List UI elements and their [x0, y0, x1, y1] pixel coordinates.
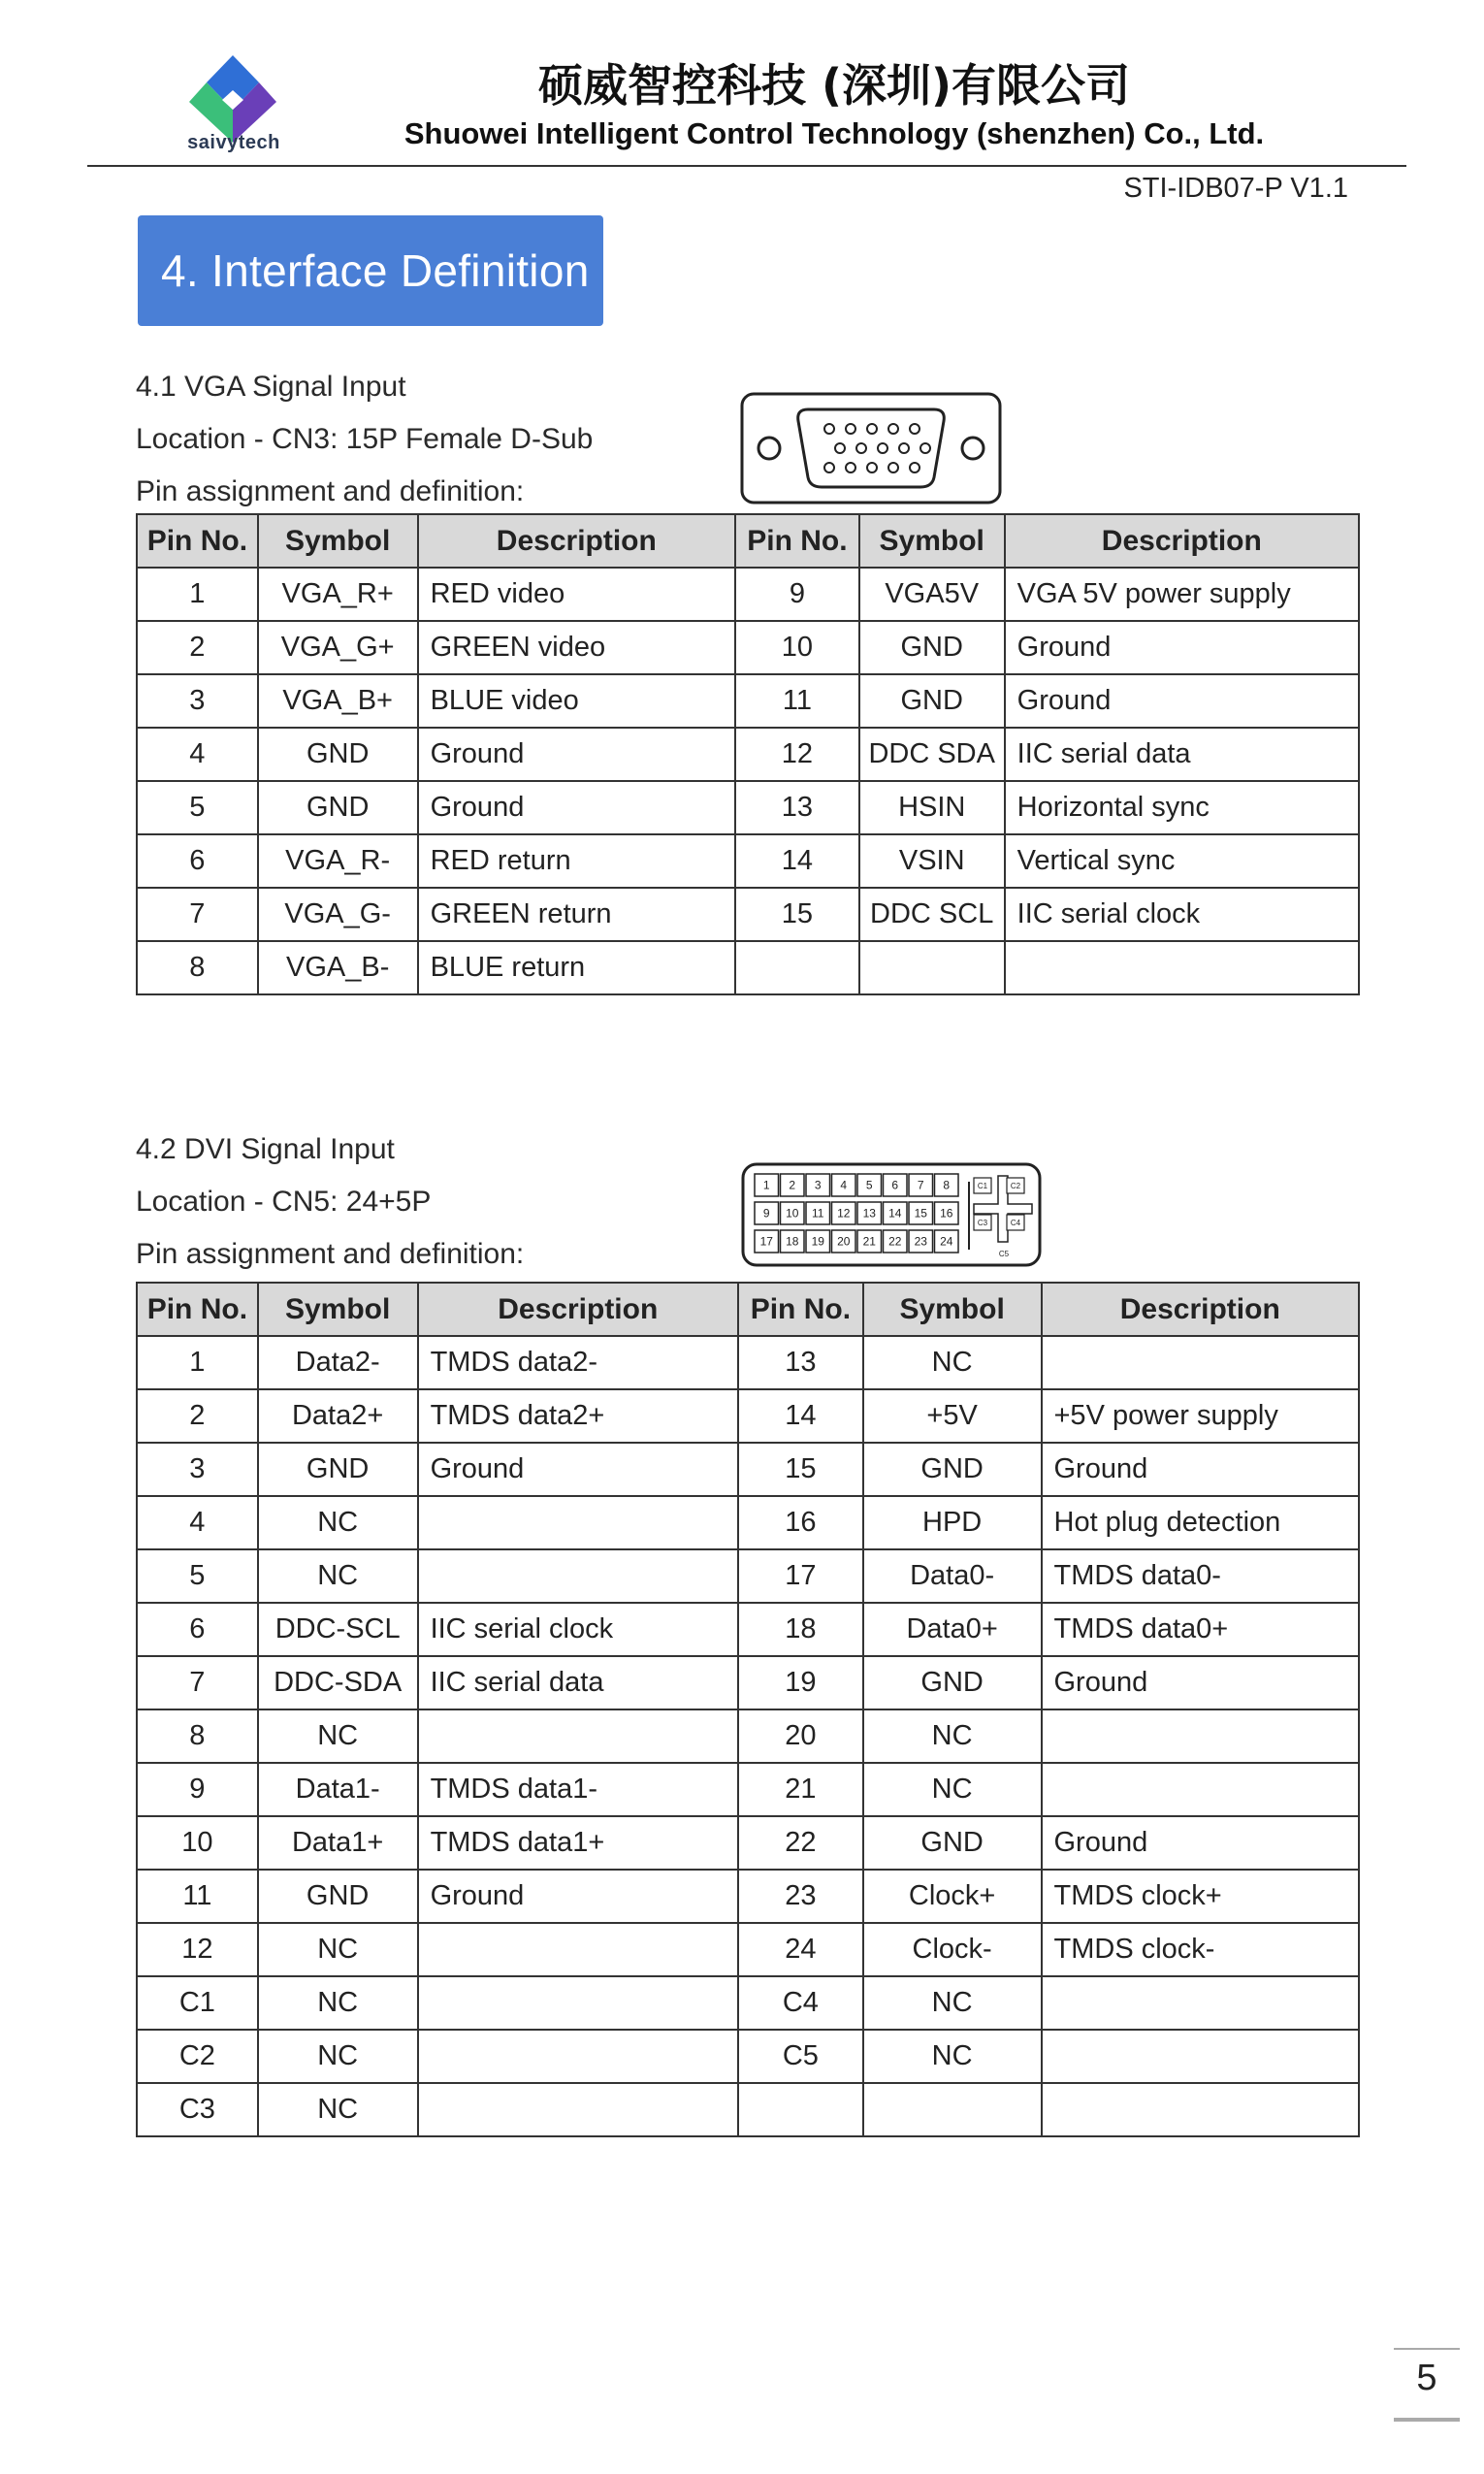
column-header: Symbol	[863, 1283, 1042, 1336]
company-name-english: Shuowei Intelligent Control Technology (shenzhen) Co., Ltd.	[403, 116, 1265, 150]
pin-number-cell: 6	[137, 1603, 258, 1656]
dvi-connector-c-pin	[974, 1215, 991, 1230]
vga-pin-table	[136, 513, 1360, 995]
dvi-connector-pin	[884, 1230, 908, 1253]
symbol-cell: NC	[258, 1976, 418, 2030]
column-header: Description	[418, 1283, 738, 1336]
pin-number-cell: 2	[137, 1389, 258, 1443]
description-cell: GREEN return	[418, 888, 735, 941]
svg-text:20: 20	[837, 1234, 851, 1249]
document-code: STI-IDB07-P V1.1	[1123, 173, 1348, 204]
column-header: Pin No.	[137, 1283, 258, 1336]
dvi-connector-pin	[806, 1230, 830, 1253]
symbol-cell: GND	[859, 674, 1005, 728]
pin-number-cell: C4	[738, 1976, 863, 2030]
svg-text:C1: C1	[977, 1182, 988, 1190]
table-row	[137, 2030, 1359, 2083]
dvi-connector-pin	[884, 1202, 908, 1224]
description-cell: Ground	[1042, 1816, 1360, 1870]
table-row	[137, 1656, 1359, 1709]
description-cell	[1042, 1709, 1360, 1763]
pin-number-cell: 9	[735, 568, 859, 621]
table-row	[137, 941, 1359, 994]
symbol-cell: Data1+	[258, 1816, 418, 1870]
symbol-cell: NC	[258, 2030, 418, 2083]
table-row	[137, 888, 1359, 941]
svg-text:16: 16	[940, 1206, 953, 1221]
pin-number-cell: C5	[738, 2030, 863, 2083]
dvi-connector-pin	[832, 1202, 856, 1224]
table-row	[137, 1976, 1359, 2030]
pin-number-cell: 3	[137, 674, 258, 728]
symbol-cell: Data0-	[863, 1549, 1042, 1603]
description-cell	[1042, 1336, 1360, 1389]
pin-number-cell: 15	[735, 888, 859, 941]
description-cell: Ground	[418, 1870, 738, 1923]
description-cell: Ground	[1005, 674, 1359, 728]
symbol-cell: Clock-	[863, 1923, 1042, 1976]
dvi-connector-pin	[857, 1202, 882, 1224]
description-cell: TMDS clock-	[1042, 1923, 1360, 1976]
dvi-connector-pin	[909, 1202, 933, 1224]
page-number-rule-bottom	[1394, 2418, 1460, 2422]
table-row	[137, 1336, 1359, 1389]
dvi-pin-table	[136, 1282, 1360, 2137]
pin-number-cell	[735, 941, 859, 994]
description-cell	[418, 1549, 738, 1603]
svg-text:21: 21	[862, 1234, 876, 1249]
dvi-connector-pin	[781, 1202, 805, 1224]
pin-number-cell: 6	[137, 834, 258, 888]
description-cell	[418, 2083, 738, 2136]
svg-text:12: 12	[837, 1206, 851, 1221]
symbol-cell: GND	[859, 621, 1005, 674]
symbol-cell: VGA_B-	[258, 941, 418, 994]
symbol-cell: HPD	[863, 1496, 1042, 1549]
column-header: Description	[1042, 1283, 1360, 1336]
svg-text:C2: C2	[1010, 1182, 1021, 1190]
pin-number-cell: 15	[738, 1443, 863, 1496]
pin-number-cell: 10	[735, 621, 859, 674]
symbol-cell: GND	[258, 1443, 418, 1496]
symbol-cell: GND	[863, 1656, 1042, 1709]
description-cell: Horizontal sync	[1005, 781, 1359, 834]
pin-number-cell: 12	[137, 1923, 258, 1976]
description-cell: VGA 5V power supply	[1005, 568, 1359, 621]
svg-text:2: 2	[789, 1178, 796, 1192]
svg-text:17: 17	[759, 1234, 773, 1249]
vga-connector-diagram	[740, 392, 1002, 505]
dvi-connector-pin	[909, 1174, 933, 1196]
svg-text:11: 11	[812, 1206, 824, 1221]
symbol-cell: NC	[863, 1336, 1042, 1389]
symbol-cell: DDC SDA	[859, 728, 1005, 781]
svg-text:9: 9	[762, 1206, 770, 1221]
symbol-cell: Data2+	[258, 1389, 418, 1443]
description-cell: TMDS data2+	[418, 1389, 738, 1443]
description-cell	[1005, 941, 1359, 994]
pin-number-cell: 14	[738, 1389, 863, 1443]
svg-text:10: 10	[786, 1206, 799, 1221]
symbol-cell: VGA_G-	[258, 888, 418, 941]
svg-text:7: 7	[917, 1178, 924, 1192]
symbol-cell: GND	[863, 1816, 1042, 1870]
svg-text:4: 4	[840, 1178, 848, 1192]
dvi-connector-c-pin	[974, 1178, 991, 1193]
description-cell: Ground	[1005, 621, 1359, 674]
dvi-connector-pin	[857, 1230, 882, 1253]
table-row	[137, 1870, 1359, 1923]
table-row	[137, 674, 1359, 728]
description-cell: RED video	[418, 568, 735, 621]
dvi-connector-pin	[935, 1230, 959, 1253]
description-cell: IIC serial data	[418, 1656, 738, 1709]
svg-text:15: 15	[914, 1206, 927, 1221]
description-cell: Hot plug detection	[1042, 1496, 1360, 1549]
description-cell: Ground	[418, 728, 735, 781]
svg-text:24: 24	[940, 1234, 953, 1249]
dvi-pin-note: Pin assignment and definition:	[136, 1238, 525, 1270]
pin-number-cell: 5	[137, 781, 258, 834]
dvi-connector-pin	[884, 1174, 908, 1196]
symbol-cell: VGA_R-	[258, 834, 418, 888]
svg-text:18: 18	[786, 1234, 799, 1249]
column-header: Symbol	[258, 514, 418, 568]
table-row	[137, 1549, 1359, 1603]
svg-text:23: 23	[914, 1234, 927, 1249]
vga-heading: 4.1 VGA Signal Input	[136, 371, 406, 403]
pin-number-cell: 4	[137, 728, 258, 781]
pin-number-cell: 13	[735, 781, 859, 834]
pin-number-cell: 13	[738, 1336, 863, 1389]
column-header: Description	[418, 514, 735, 568]
symbol-cell: Data1-	[258, 1763, 418, 1816]
svg-text:1: 1	[762, 1178, 770, 1192]
symbol-cell: VGA_G+	[258, 621, 418, 674]
dvi-connector-pin	[755, 1174, 779, 1196]
table-row	[137, 781, 1359, 834]
symbol-cell: GND	[258, 728, 418, 781]
pin-number-cell: 23	[738, 1870, 863, 1923]
symbol-cell: NC	[863, 1709, 1042, 1763]
svg-text:22: 22	[888, 1234, 902, 1249]
symbol-cell: DDC-SCL	[258, 1603, 418, 1656]
table-row	[137, 1923, 1359, 1976]
dvi-connector-pin	[857, 1174, 882, 1196]
dvi-connector-pin	[806, 1202, 830, 1224]
description-cell: RED return	[418, 834, 735, 888]
description-cell	[1042, 2030, 1360, 2083]
column-header: Pin No.	[137, 514, 258, 568]
svg-text:5: 5	[865, 1178, 873, 1192]
pin-number-cell: 8	[137, 1709, 258, 1763]
section-title: 4. Interface Definition	[161, 245, 590, 296]
column-header: Symbol	[859, 514, 1005, 568]
logo-text: saivytech	[187, 132, 280, 153]
symbol-cell: HSIN	[859, 781, 1005, 834]
table-row	[137, 1763, 1359, 1816]
pin-number-cell: 24	[738, 1923, 863, 1976]
description-cell: Vertical sync	[1005, 834, 1359, 888]
description-cell: BLUE return	[418, 941, 735, 994]
description-cell: TMDS data1-	[418, 1763, 738, 1816]
svg-text:C5: C5	[998, 1250, 1010, 1258]
pin-number-cell: 12	[735, 728, 859, 781]
symbol-cell: NC	[258, 1496, 418, 1549]
dvi-connector-pin	[781, 1174, 805, 1196]
description-cell	[1042, 2083, 1360, 2136]
pin-number-cell: 4	[137, 1496, 258, 1549]
vga-pin-note: Pin assignment and definition:	[136, 475, 525, 507]
page-number: 5	[1416, 2358, 1437, 2398]
description-cell: Ground	[418, 1443, 738, 1496]
page-number-rule-top	[1394, 2348, 1460, 2350]
description-cell	[418, 1709, 738, 1763]
column-header: Pin No.	[738, 1283, 863, 1336]
pin-number-cell: 10	[137, 1816, 258, 1870]
table-row	[137, 621, 1359, 674]
pin-number-cell: 8	[137, 941, 258, 994]
header-divider	[87, 165, 1406, 167]
symbol-cell	[859, 941, 1005, 994]
table-row	[137, 1603, 1359, 1656]
column-header: Description	[1005, 514, 1359, 568]
description-cell: TMDS clock+	[1042, 1870, 1360, 1923]
company-name-chinese: 硕威智控科技 (深圳)有限公司	[537, 59, 1131, 112]
description-cell: +5V power supply	[1042, 1389, 1360, 1443]
svg-text:19: 19	[811, 1234, 824, 1249]
pin-number-cell: 2	[137, 621, 258, 674]
dvi-connector-c-pin	[1007, 1178, 1024, 1193]
description-cell: IIC serial clock	[1005, 888, 1359, 941]
pin-number-cell: 5	[137, 1549, 258, 1603]
symbol-cell: GND	[863, 1443, 1042, 1496]
pin-number-cell: 20	[738, 1709, 863, 1763]
symbol-cell: DDC SCL	[859, 888, 1005, 941]
pin-number-cell: 7	[137, 1656, 258, 1709]
symbol-cell: NC	[863, 1976, 1042, 2030]
description-cell: BLUE video	[418, 674, 735, 728]
table-row	[137, 1709, 1359, 1763]
pin-number-cell: 18	[738, 1603, 863, 1656]
dvi-connector-pin	[781, 1230, 805, 1253]
pin-number-cell: 11	[735, 674, 859, 728]
pin-number-cell: 16	[738, 1496, 863, 1549]
description-cell: TMDS data0-	[1042, 1549, 1360, 1603]
dvi-connector-pin	[832, 1230, 856, 1253]
dvi-heading: 4.2 DVI Signal Input	[136, 1133, 395, 1165]
description-cell	[418, 1976, 738, 2030]
symbol-cell: NC	[258, 1549, 418, 1603]
description-cell: TMDS data1+	[418, 1816, 738, 1870]
pin-number-cell: 22	[738, 1816, 863, 1870]
description-cell	[418, 2030, 738, 2083]
description-cell: TMDS data0+	[1042, 1603, 1360, 1656]
column-header: Symbol	[258, 1283, 418, 1336]
symbol-cell: GND	[258, 1870, 418, 1923]
svg-text:C4: C4	[1010, 1219, 1021, 1227]
symbol-cell: VSIN	[859, 834, 1005, 888]
symbol-cell: VGA5V	[859, 568, 1005, 621]
table-row	[137, 728, 1359, 781]
symbol-cell: NC	[863, 2030, 1042, 2083]
dvi-connector-pin	[935, 1174, 959, 1196]
table-row	[137, 568, 1359, 621]
pin-number-cell	[738, 2083, 863, 2136]
symbol-cell: Data2-	[258, 1336, 418, 1389]
table-header-row	[137, 1283, 1359, 1336]
column-header: Pin No.	[735, 514, 859, 568]
table-row	[137, 1816, 1359, 1870]
dvi-connector-pin	[909, 1230, 933, 1253]
vga-location: Location - CN3: 15P Female D-Sub	[136, 423, 594, 455]
dvi-connector-pin	[755, 1230, 779, 1253]
description-cell	[418, 1496, 738, 1549]
description-cell: TMDS data2-	[418, 1336, 738, 1389]
description-cell: Ground	[1042, 1656, 1360, 1709]
symbol-cell	[863, 2083, 1042, 2136]
description-cell	[418, 1923, 738, 1976]
pin-number-cell: 19	[738, 1656, 863, 1709]
dvi-connector-pin	[755, 1202, 779, 1224]
symbol-cell: VGA_R+	[258, 568, 418, 621]
pin-number-cell: 17	[738, 1549, 863, 1603]
description-cell: IIC serial data	[1005, 728, 1359, 781]
symbol-cell: +5V	[863, 1389, 1042, 1443]
description-cell: IIC serial clock	[418, 1603, 738, 1656]
table-row	[137, 1389, 1359, 1443]
description-cell	[1042, 1763, 1360, 1816]
svg-text:6: 6	[891, 1178, 899, 1192]
svg-text:8: 8	[943, 1178, 951, 1192]
pin-number-cell: 11	[137, 1870, 258, 1923]
description-cell: GREEN video	[418, 621, 735, 674]
symbol-cell: Data0+	[863, 1603, 1042, 1656]
svg-text:C3: C3	[977, 1219, 988, 1227]
pin-number-cell: 21	[738, 1763, 863, 1816]
pin-number-cell: 14	[735, 834, 859, 888]
symbol-cell: DDC-SDA	[258, 1656, 418, 1709]
symbol-cell: VGA_B+	[258, 674, 418, 728]
svg-text:14: 14	[888, 1206, 902, 1221]
symbol-cell: NC	[258, 2083, 418, 2136]
dvi-connector-pin	[832, 1174, 856, 1196]
dvi-connector-c-pin	[999, 1250, 1010, 1258]
dvi-connector-c-pin	[1007, 1215, 1024, 1230]
description-cell	[1042, 1976, 1360, 2030]
table-row	[137, 2083, 1359, 2136]
pin-number-cell: 3	[137, 1443, 258, 1496]
svg-text:3: 3	[814, 1178, 822, 1192]
symbol-cell: NC	[258, 1709, 418, 1763]
section-title-banner	[138, 215, 603, 326]
dvi-connector-diagram	[741, 1162, 1042, 1267]
dvi-connector-pin	[806, 1174, 830, 1196]
symbol-cell: GND	[258, 781, 418, 834]
symbol-cell: NC	[258, 1923, 418, 1976]
pin-number-cell: C2	[137, 2030, 258, 2083]
symbol-cell: Clock+	[863, 1870, 1042, 1923]
table-row	[137, 834, 1359, 888]
svg-text:13: 13	[862, 1206, 876, 1221]
pin-number-cell: 9	[137, 1763, 258, 1816]
pin-number-cell: 7	[137, 888, 258, 941]
pin-number-cell: C3	[137, 2083, 258, 2136]
pin-number-cell: 1	[137, 568, 258, 621]
dvi-connector-pin	[935, 1202, 959, 1224]
description-cell: Ground	[1042, 1443, 1360, 1496]
table-row	[137, 1443, 1359, 1496]
dvi-location: Location - CN5: 24+5P	[136, 1186, 432, 1218]
symbol-cell: NC	[863, 1763, 1042, 1816]
pin-number-cell: C1	[137, 1976, 258, 2030]
description-cell: Ground	[418, 781, 735, 834]
pin-number-cell: 1	[137, 1336, 258, 1389]
table-header-row	[137, 514, 1359, 568]
table-row	[137, 1496, 1359, 1549]
